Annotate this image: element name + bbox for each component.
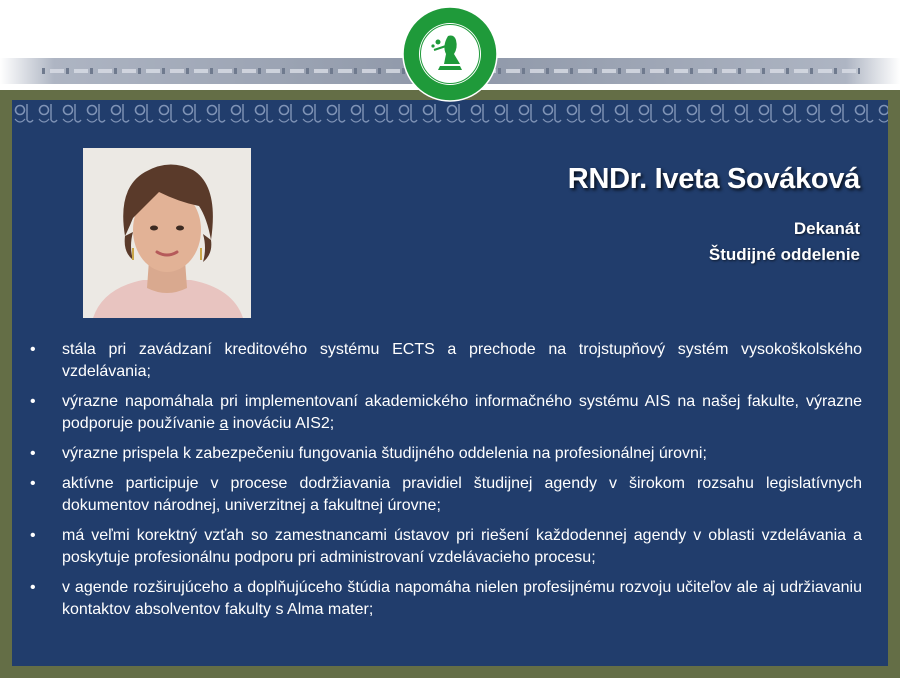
list-item-text: v agende rozširujúceho a doplňujúceho štúdia napomáha nielen profesijnému rozvoju učiteľov ale aj udržiavaniu kontaktov absolventov fakulty s Alma mater; bbox=[62, 579, 862, 618]
list-item-text-part: výrazne napomáhala pri implementovaní akademického informačného systému AIS na našej fakulte, výrazne podporuje používanie bbox=[62, 393, 862, 432]
list-item-text: aktívne participuje v procese dodržiavania pravidiel študijnej agendy v širokom rozsahu legislatívnych dokumentov národnej, univerzitnej a fakultnej úrovne; bbox=[62, 475, 862, 514]
bullet-icon: • bbox=[30, 475, 36, 492]
list-item-text: výrazne prispela k zabezpečeniu fungovania študijného oddelenia na profesionálnej úrovni; bbox=[62, 445, 707, 462]
department bbox=[709, 216, 860, 268]
department-line-1: Dekanát bbox=[793, 219, 860, 238]
list-item bbox=[30, 391, 862, 435]
list-item bbox=[30, 443, 862, 465]
list-item-text bbox=[62, 393, 862, 432]
bullet-icon: • bbox=[30, 579, 36, 596]
underlined-word: a bbox=[219, 415, 229, 432]
bullet-icon: • bbox=[30, 341, 36, 358]
list-item-text: stála pri zavádzaní kreditového systému ECTS a prechode na trojstupňový systém vysokoškolského vzdelávania; bbox=[62, 341, 862, 380]
bullet-icon: • bbox=[30, 527, 36, 544]
achievements-list bbox=[30, 339, 862, 629]
list-item-text: má veľmi korektný vzťah so zamestnancami ústavov pri riešení každodennej agendy v oblasti vzdelávania a poskytuje profesionálnu podporu pri administrovaní vzdelávacieho procesu; bbox=[62, 527, 862, 566]
list-item bbox=[30, 473, 862, 517]
list-item-text-part: inováciu AIS2; bbox=[228, 415, 335, 432]
bullet-icon: • bbox=[30, 393, 36, 410]
person-name: RNDr. Iveta Sováková bbox=[567, 163, 860, 195]
ornament-border bbox=[12, 100, 888, 128]
list-item bbox=[30, 525, 862, 569]
bullet-icon: • bbox=[30, 445, 36, 462]
faculty-seal-logo bbox=[402, 6, 498, 102]
portrait-photo bbox=[83, 148, 251, 318]
list-item bbox=[30, 339, 862, 383]
list-item bbox=[30, 577, 862, 621]
department-line-2: Študijné oddelenie bbox=[708, 245, 860, 264]
